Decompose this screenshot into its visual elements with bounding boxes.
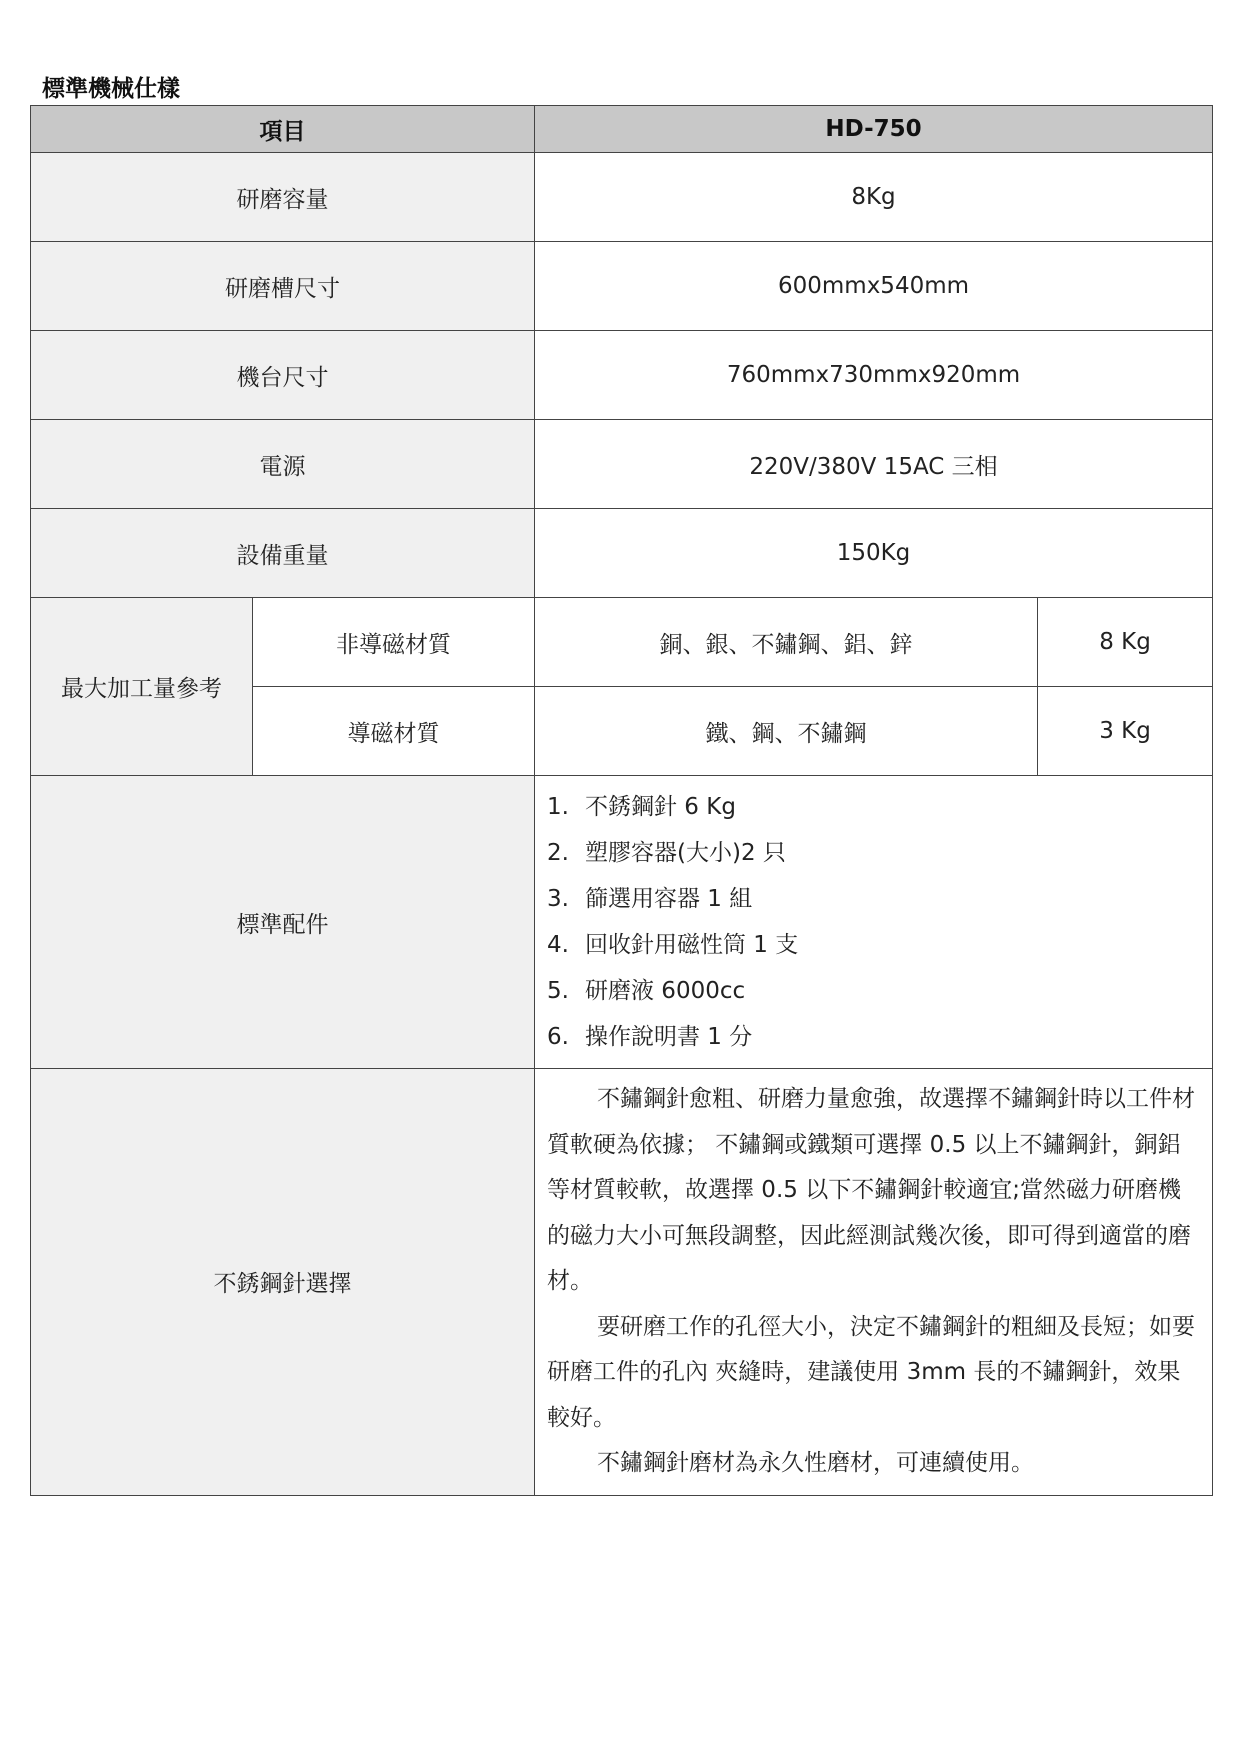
table-row bbox=[31, 509, 1213, 598]
row-label-capacity: 研磨容量 bbox=[31, 153, 535, 242]
table-row bbox=[31, 331, 1213, 420]
non-magnetic-amount: 8 Kg bbox=[1038, 598, 1213, 687]
non-magnetic-materials: 銅、銀、不鏽鋼、鋁、鋅 bbox=[535, 598, 1038, 687]
needle-paragraph-2: 要研磨工作的孔徑大小，決定不鏽鋼針的粗細及長短；如要研磨工件的孔內 夾縫時，建議使用 3mm 長的不鏽鋼針，效果較好。 bbox=[547, 1313, 1195, 1431]
row-label-power: 電源 bbox=[31, 420, 535, 509]
row-label-weight: 設備重量 bbox=[31, 509, 535, 598]
table-row bbox=[31, 598, 1213, 687]
magnetic-label: 導磁材質 bbox=[253, 687, 535, 776]
magnetic-amount: 3 Kg bbox=[1038, 687, 1213, 776]
non-magnetic-label: 非導磁材質 bbox=[253, 598, 535, 687]
table-row bbox=[31, 153, 1213, 242]
header-item: 項目 bbox=[31, 106, 535, 153]
magnetic-materials: 鐵、鋼、不鏽鋼 bbox=[535, 687, 1038, 776]
accessories-label: 標準配件 bbox=[31, 776, 535, 1069]
list-item: 3. 篩選用容器 1 組 bbox=[547, 886, 753, 912]
list-item: 4. 回收針用磁性筒 1 支 bbox=[547, 932, 799, 958]
needle-paragraph-3: 不鏽鋼針磨材為永久性磨材，可連續使用。 bbox=[597, 1450, 1034, 1476]
row-value-tank-size: 600mmx540mm bbox=[535, 242, 1213, 331]
table-row bbox=[31, 242, 1213, 331]
spec-table bbox=[30, 105, 1213, 1496]
row-value-weight: 150Kg bbox=[535, 509, 1213, 598]
list-item: 5. 研磨液 6000cc bbox=[547, 978, 746, 1004]
needle-selection-cell bbox=[535, 1069, 1213, 1496]
list-item: 1. 不銹鋼針 6 Kg bbox=[547, 794, 736, 820]
row-label-machine-size: 機台尺寸 bbox=[31, 331, 535, 420]
table-row bbox=[31, 1069, 1213, 1496]
max-load-label: 最大加工量參考 bbox=[31, 598, 253, 776]
needle-selection-label: 不銹鋼針選擇 bbox=[31, 1069, 535, 1496]
row-label-tank-size: 研磨槽尺寸 bbox=[31, 242, 535, 331]
table-header-row bbox=[31, 106, 1213, 153]
document-title: 標準機械仕樣 bbox=[42, 76, 180, 102]
row-value-machine-size: 760mmx730mmx920mm bbox=[535, 331, 1213, 420]
row-value-power: 220V/380V 15AC 三相 bbox=[535, 420, 1213, 509]
table-row bbox=[31, 776, 1213, 1069]
list-item: 6. 操作說明書 1 分 bbox=[547, 1024, 753, 1050]
header-model: HD-750 bbox=[535, 106, 1213, 153]
table-row bbox=[31, 420, 1213, 509]
needle-paragraph-1: 不鏽鋼針愈粗、研磨力量愈強，故選擇不鏽鋼針時以工件材質軟硬為依據； 不鏽鋼或鐵類可選擇 0.5 以上不鏽鋼針，銅鋁等材質較軟，故選擇 0.5 以下不鏽鋼針較適宜;當然磁力研磨機的磁力大小可無段調整，因此經測試幾次後，即可得到適當的磨材。 bbox=[547, 1086, 1195, 1294]
accessories-cell bbox=[535, 776, 1213, 1069]
accessories-list bbox=[535, 776, 1212, 1068]
row-value-capacity: 8Kg bbox=[535, 153, 1213, 242]
list-item: 2. 塑膠容器(大小)2 只 bbox=[547, 840, 786, 866]
